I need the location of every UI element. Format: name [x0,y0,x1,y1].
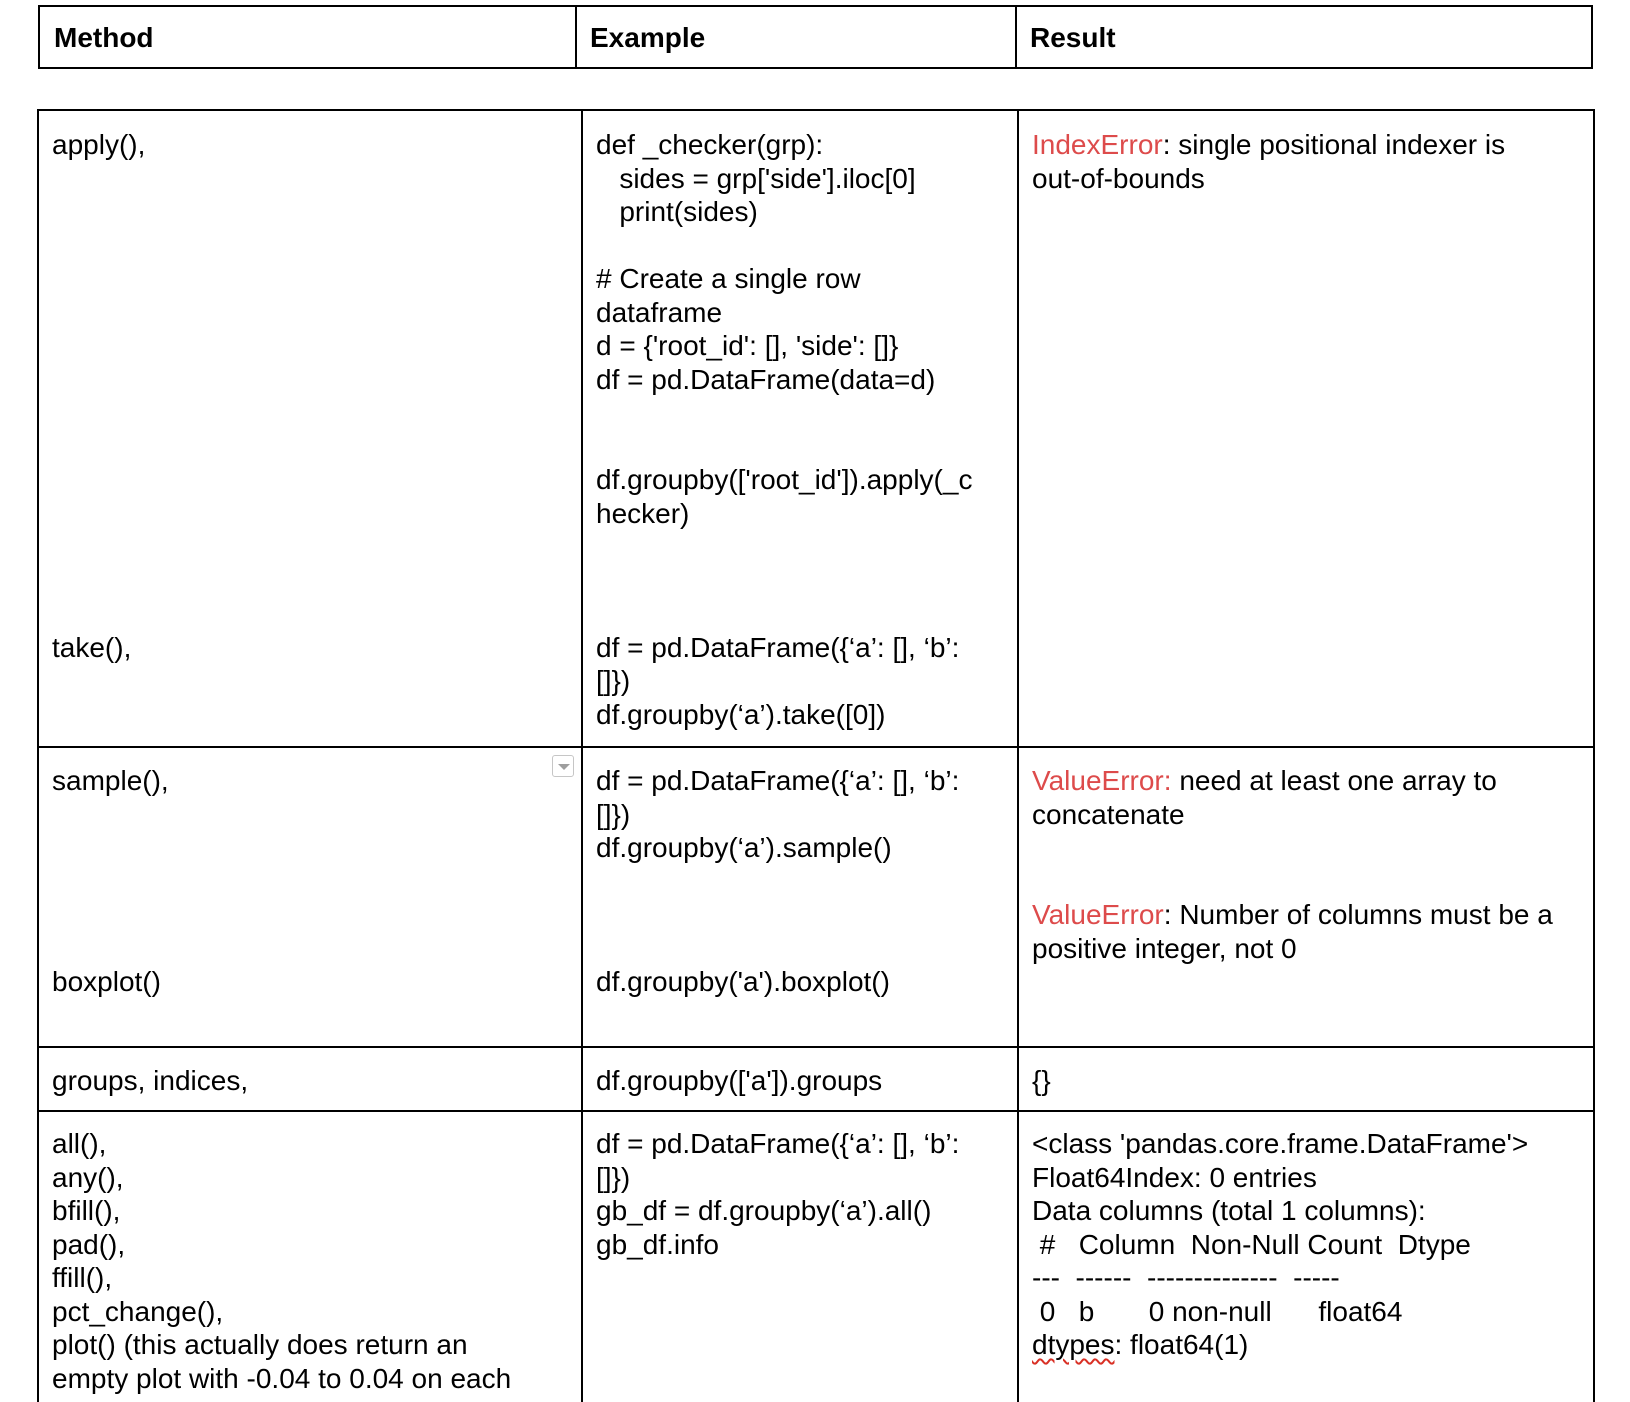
row3-result: {} [1032,1065,1051,1096]
row4-method: all(), any(), bfill(), pad(), ffill(), pct_change(), plot() (this actually does return an empty plot with -0.04 to 0.04 on each [52,1128,512,1394]
row2-result-1-error: ValueError: [1032,765,1172,796]
header-method: Method [54,22,154,53]
row4-example: df = pd.DataFrame({‘a’: [], ‘b’: []}) gb_df = df.groupby(‘a’).all() gb_df.info [596,1128,960,1260]
row2-result-1-message: need at least one array to concatenate [1032,765,1497,830]
row3-method: groups, indices, [52,1065,249,1096]
dropdown-chip-icon[interactable] [552,755,574,777]
row2-example: df = pd.DataFrame({‘a’: [], ‘b’: []}) df.groupby(‘a’).sample() df.groupby('a').boxplot() [596,765,960,997]
row1-example: def _checker(grp): sides = grp['side'].iloc[0] print(sides) # Create a single row dataframe d = {'root_id': [], 'side': []} df = pd.DataFrame(data=d) df.groupby(['root_id']).apply(_c hecker) df = pd.DataFrame({‘a’: [], ‘b’: []}) df.groupby(‘a’).take([0]) [596,129,973,730]
row2-result-1 [1032,764,1497,831]
row2-result-2-error: ValueError [1032,899,1164,930]
row4-result: <class 'pandas.core.frame.DataFrame'> Float64Index: 0 entries Data columns (total 1 columns): # Column Non-Null Count Dtype --- ------ -------------- ----- 0 b 0 non-null float64 [1032,1128,1529,1327]
header-result: Result [1030,22,1116,53]
header-example: Example [590,22,706,53]
row1-method: apply(), take(), [52,129,146,663]
row2-result-2-message: : Number of columns must be a positive integer, not 0 [1032,899,1553,964]
row1-result [1032,128,1505,195]
row4-result-dtypes [1032,1328,1248,1362]
row1-result-error: IndexError [1032,129,1163,160]
row4-result-dtypes-value: : float64(1) [1114,1329,1249,1360]
row2-method: sample(), boxplot() [52,765,169,997]
row1-result-message: : single positional indexer is out-of-bounds [1032,129,1506,194]
row3-example: df.groupby(['a']).groups [596,1065,883,1096]
row2-result-2 [1032,898,1553,965]
spellcheck-word: dtypes [1032,1329,1115,1360]
